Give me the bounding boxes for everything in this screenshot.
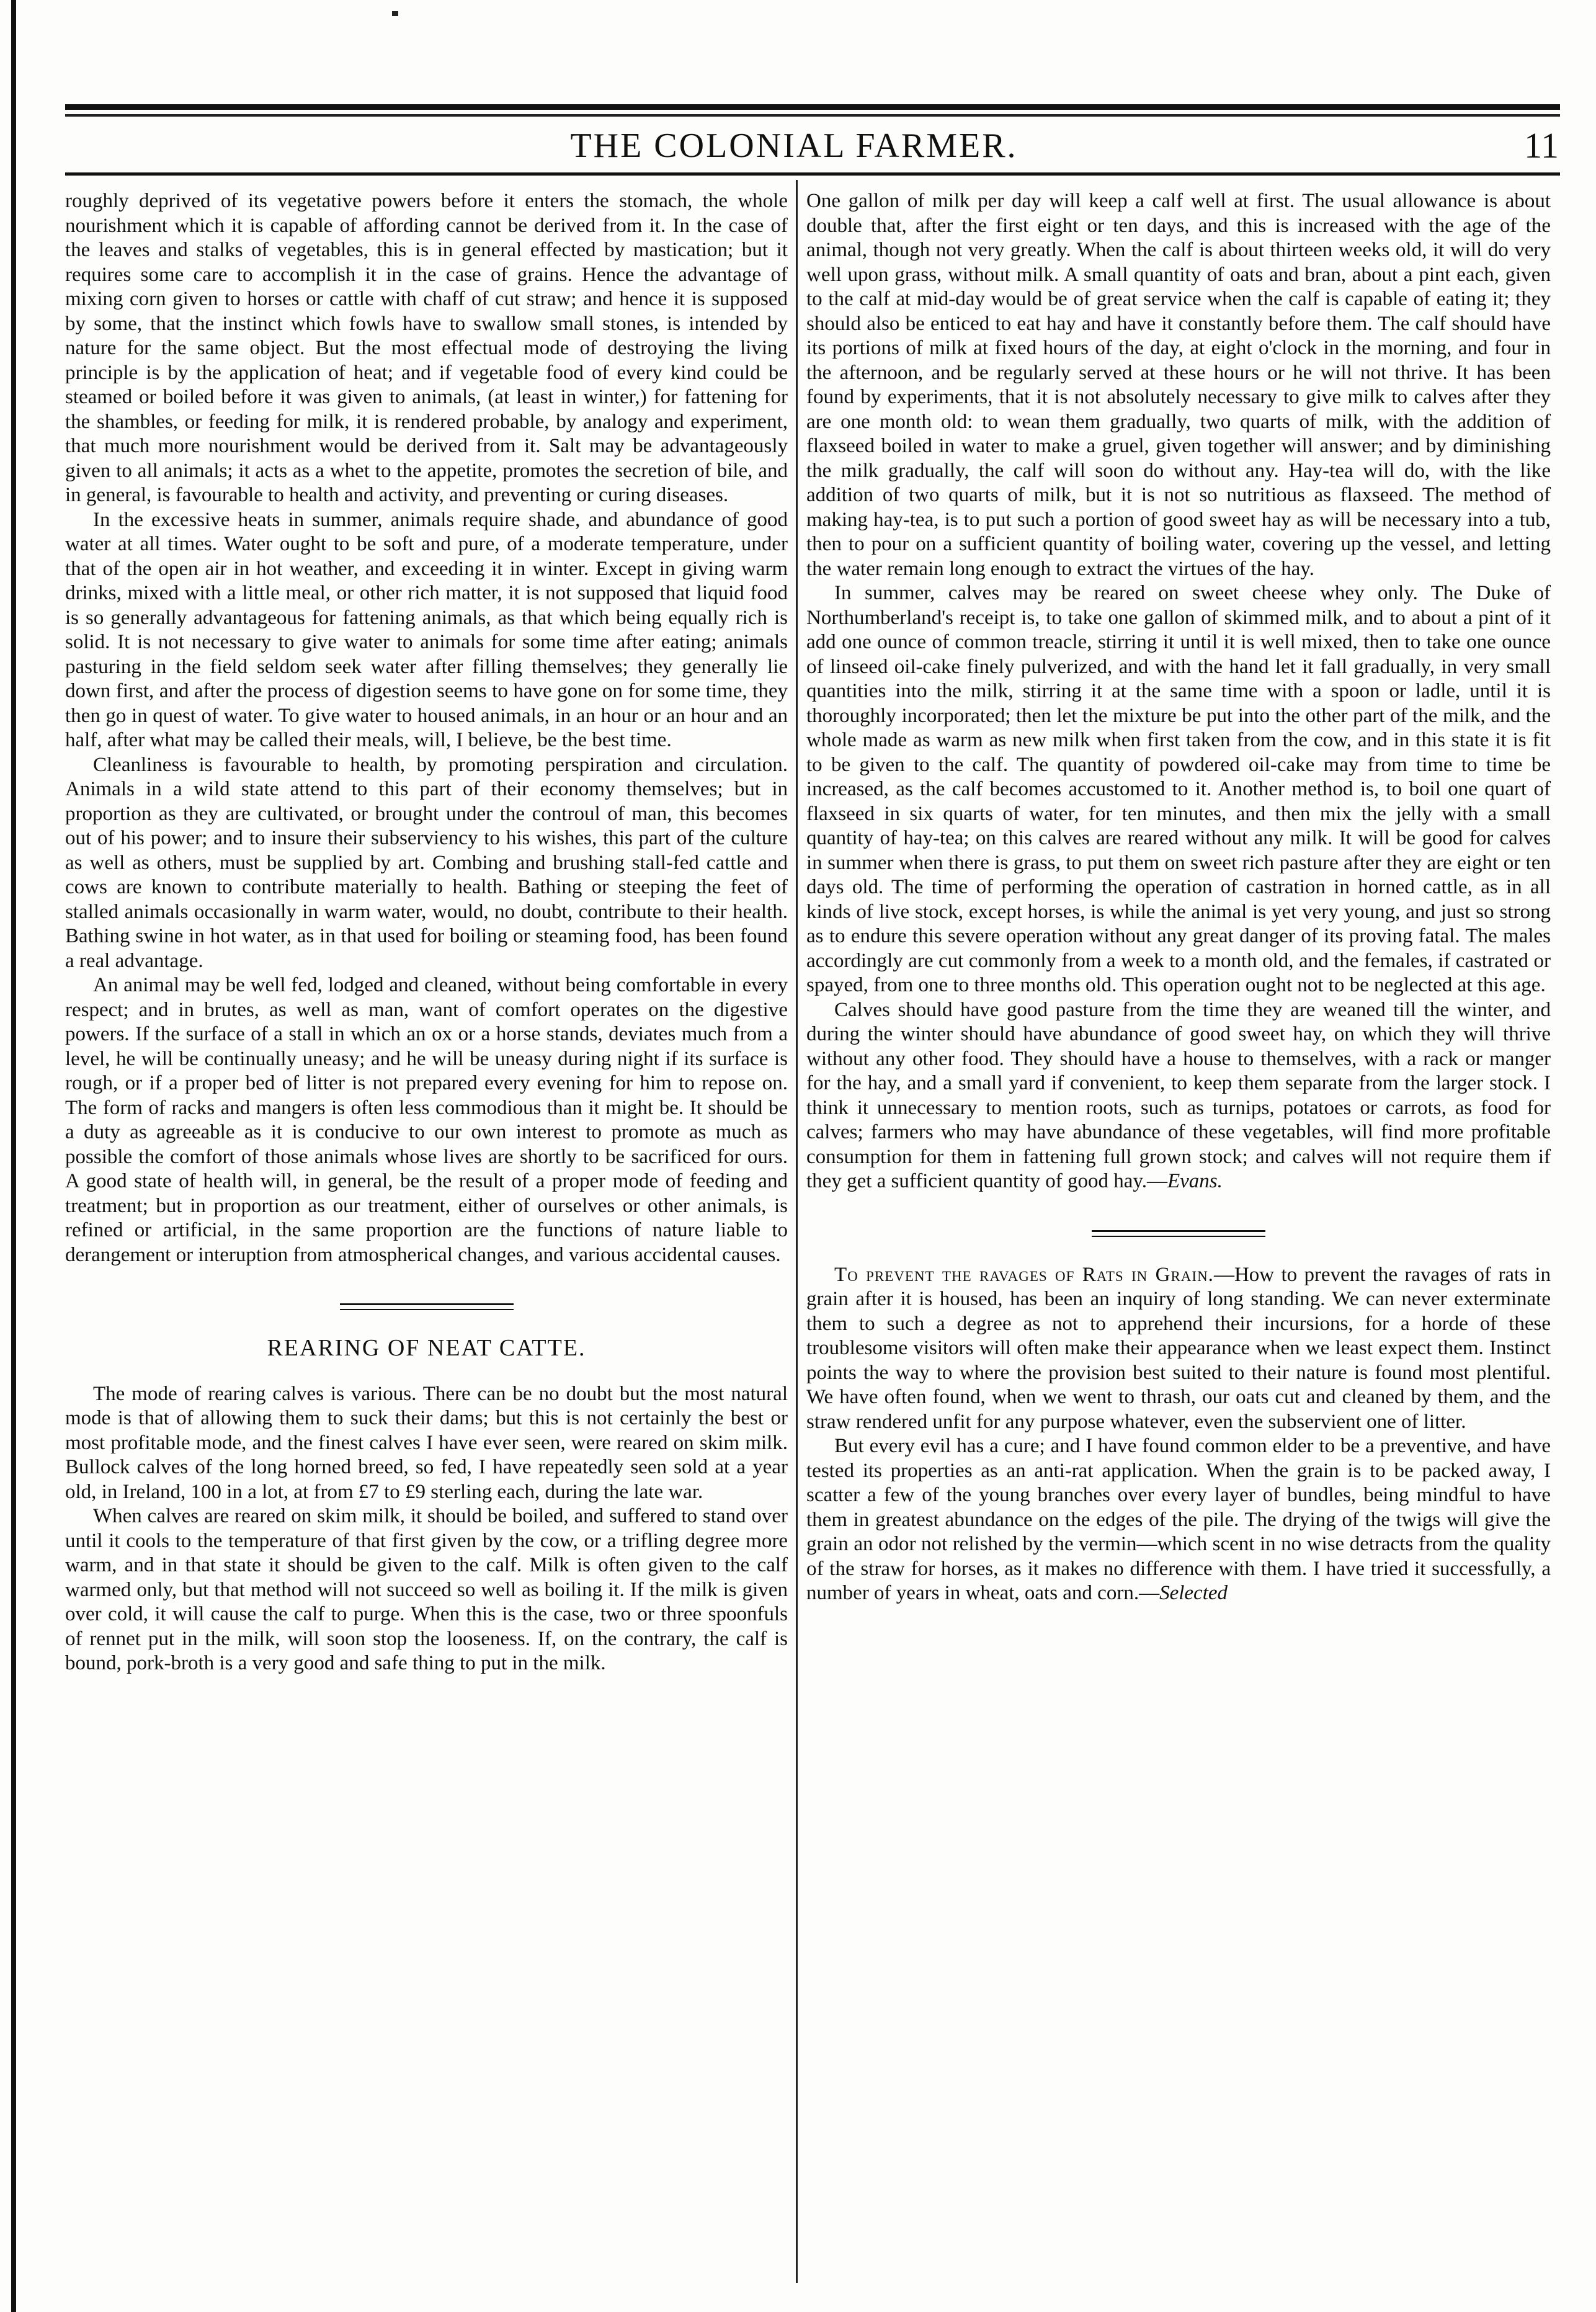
section-separator	[340, 1303, 514, 1310]
article-lead-heading: To prevent the ravages of Rats in Grain.	[834, 1263, 1214, 1286]
right-column	[806, 189, 1551, 1606]
article-paragraph: roughly deprived of its vegetative powers before it enters the stomach, the whole nourishment which it is capable of affording cannot be derived from it. In the case of the leaves and stalks of vegetables, this is in general effected by mastication; but it requires some care to accomplish it in the case of grains. Hence the advantage of mixing corn given to horses or cattle with chaff of cut straw; and hence it is supposed by some, that the instinct which fowls have to swallow small stones, is intended by nature for the same object. But the most effectual mode of destroying the living principle is by the application of heat; and if vegetable food of every kind could be steamed or boiled before it was given to animals, (at least in winter,) for fattening for the shambles, or feeding for milk, it is rendered probable, by analogy and experiment, that much more nourishment would be derived from it. Salt may be advantageously given to all animals; it acts as a whet to the appetite, promotes the secretion of bile, and in general, is favourable to health and activity, and preventing or curing diseases.	[65, 190, 788, 506]
article-paragraph: An animal may be well fed, lodged and cleaned, without being comfortable in every respect; and in brutes, as well as man, want of comfort operates on the digestive powers. If the surface of a stall in which an ox or a horse stands, deviates much from a level, he will be continually uneasy; and he will be uneasy during night if its surface is rough, or if a proper bed of litter is not prepared every evening for him to repose on. The form of racks and mangers is often less commodious than it might be. It should be a duty as agreeable as it is conducive to our own interest to promote as much as possible the comfort of those animals whose lives are shortly to be sacrificed for ours. A good state of health will, in general, be the result of a proper mode of feeding and treatment; but in proportion as our treatment, either of ourselves or other animals, is refined or artificial, in the same proportion are the functions of nature liable to derangement or interuption from atmospherical changes, and various accidental causes.	[65, 974, 788, 1266]
print-mark	[392, 11, 398, 16]
running-head-title: THE COLONIAL FARMER.	[570, 127, 1018, 165]
article-paragraph: In the excessive heats in summer, animals require shade, and abundance of good water at all times. Water ought to be soft and pure, of a moderate temperature, under that of the open air in hot weather, and exceeding it in winter. Except in giving warm drinks, mixed with a little meal, or other rich matter, it is not supposed that liquid food is so generally advantageous for fattening animals, as that which being equally rich is solid. It is not necessary to give water to animals for some time after eating; animals pasturing in the field seldom seek water after filling themselves; they generally lie down first, and after the process of digestion seems to have gone on for some time, they then go in quest of water. To give water to housed animals, in an hour or an hour and an half, after what may be called their meals, will, I believe, be the best time.	[65, 508, 788, 751]
column-divider	[796, 180, 798, 2283]
paragraph-text: But every evil has a cure; and I have found common elder to be a preventive, and have tested its properties as an anti-rat application. When the grain is to be packed away, I scatter a few of the young branches over every layer of bundles, being mindful to have them in greatest abundance on the edges of the pile. The drying of the twigs will give the grain an odor not relished by the vermin—which scent in no wise detracts from the quality of the straw for horses, as it makes no difference with them. I have tried it successfully, a number of years in wheat, oats and corn.—	[806, 1435, 1551, 1604]
section-heading: REARING OF NEAT CATTE.	[267, 1335, 586, 1361]
paragraph-text: Calves should have good pasture from the time they are weaned till the winter, and during the winter should have abundance of good sweet hay, on which they will thrive without any other food. They should have a house to themselves, with a rack or manger for the hay, and a small yard if convenient, to keep them separate from the larger stock. I think it unnecessary to mention roots, such as turnips, potatoes or carrots, as food for calves; farmers who may have abundance of these vegetables, will find more profitable consumption for them in fattening full grown stock; and calves will not require them if they get a sufficient quantity of good hay.—	[806, 998, 1551, 1192]
article-paragraph	[806, 998, 1551, 1194]
paragraph-text: —How to prevent the ravages of rats in grain after it is housed, has been an inquiry of long standing. We can never exterminate them to such a degree as not to apprehend their incursions, for a horde of these troublesome visitors will often make their appearance when we least expect them. Instinct points the way to where the provision best suited to their nature is found most plentiful. We have often found, when we went to thrash, our oats cut and cleaned by them, and the straw rendered unfit for any purpose whatever, even the subservient one of litter.	[806, 1263, 1551, 1433]
article-paragraph: In summer, calves may be reared on sweet cheese whey only. The Duke of Northumberland's receipt is, to take one gallon of skimmed milk, and to about a pint of it add one ounce of common treacle, stirring it until it is well mixed, then to take one ounce of linseed oil-cake finely pulverized, and with the hand let it fall gradually, in very small quantities into the milk, stirring it at the same time with a spoon or ladle, until it is thoroughly incorporated; then let the mixture be put into the other part of the milk, and the whole made as warm as new milk when first taken from the cow, and in this state it is fit to be given to the calf. The quantity of powdered oil-cake may from time to time be increased, as the calf becomes accustomed to it. Another method is, to boil one quart of flaxseed in six quarts of water, for ten minutes, and then mix the jelly with a small quantity of hay-tea; on this calves are reared without any milk. It will be good for calves in summer when there is grass, to put them on sweet rich pasture after they are eight or ten days old. The time of performing the operation of castration in horned cattle, as in all kinds of live stock, except horses, is while the animal is yet very young, and just so strong as to endure this severe operation without any great danger of its proving fatal. The males accordingly are cut commonly from a week to a month old, and the females, if castrated or spayed, from one to three months old. This operation ought not to be neglected at this age.	[806, 582, 1551, 996]
header-underline	[65, 172, 1560, 176]
source-attribution: Evans.	[1167, 1170, 1223, 1192]
page-edge-rule	[11, 0, 16, 2312]
header-rule-thick	[65, 104, 1560, 110]
article-paragraph: When calves are reared on skim milk, it should be boiled, and suffered to stand over until it cools to the temperature of that first given by the cow, or a trifling degree more warm, and in that state it should be given to the calf. Milk is often given to the calf warmed only, but that method will not succeed so well as boiling it. If the milk is given over cold, it will cause the calf to purge. When this is the case, two or three spoonfuls of rennet put in the milk, will soon stop the looseness. If, on the contrary, the calf is bound, pork-broth is a very good and safe thing to put in the milk.	[65, 1505, 788, 1674]
left-column	[65, 189, 788, 1676]
article-paragraph: Cleanliness is favourable to health, by promoting perspiration and circulation. Animals in a wild state attend to this part of their economy themselves; but in proportion as they are cultivated, or brought under the controul of man, this becomes out of his power; and to insure their subserviency to his wishes, this part of the culture as well as others, must be supplied by art. Combing and brushing stall-fed cattle and cows are known to contribute materially to health. Bathing or steeping the feet of stalled animals occasionally in warm water, would, no doubt, contribute to their health. Bathing swine in hot water, as in that used for boiling or steaming food, has been found a real advantage.	[65, 753, 788, 972]
section-separator	[1092, 1230, 1265, 1237]
article-paragraph: One gallon of milk per day will keep a calf well at first. The usual allowance is about double that, after the first eight or ten days, and this is increased with the age of the animal, though not very greatly. When the calf is about thirteen weeks old, it will do very well upon grass, without milk. A small quantity of oats and bran, about a pint each, given to the calf at mid-day would be of great service when the calf is capable of eating it; they should also be enticed to eat hay and have it constantly before them. The calf should have its portions of milk at fixed hours of the day, at eight o'clock in the morning, and four in the afternoon, and be regularly served at these hours or he will not thrive. It has been found by experiments, that it is not absolutely necessary to give milk to calves after they are one month old: to wean them gradually, two quarts of milk, with the addition of flaxseed boiled in water to make a gruel, given together will answer; and by diminishing the milk gradually, the calf will soon do without any. Hay-tea will do, with the like addition of two quarts of milk, but it is not so nutritious as flaxseed. The method of making hay-tea, is to put such a portion of good sweet hay as will be necessary into a tub, then to pour on a sufficient quantity of boiling water, covering up the vessel, and letting the water remain long enough to extract the virtues of the hay.	[806, 190, 1551, 580]
article-paragraph	[806, 1263, 1551, 1435]
article-paragraph	[806, 1434, 1551, 1606]
page-number: 11	[1524, 125, 1559, 166]
article-paragraph: The mode of rearing calves is various. There can be no doubt but the most natural mode is that of allowing them to suck their dams; but this is not certainly the best or most profitable mode, and the finest calves I have ever seen, were reared on skim milk. Bullock calves of the long horned breed, so fed, I have repeatedly seen sold at a year old, in Ireland, 100 in a lot, at from £7 to £9 sterling each, during the late war.	[65, 1382, 788, 1503]
source-attribution: Selected	[1159, 1582, 1228, 1604]
header-rule-thin	[65, 114, 1560, 117]
